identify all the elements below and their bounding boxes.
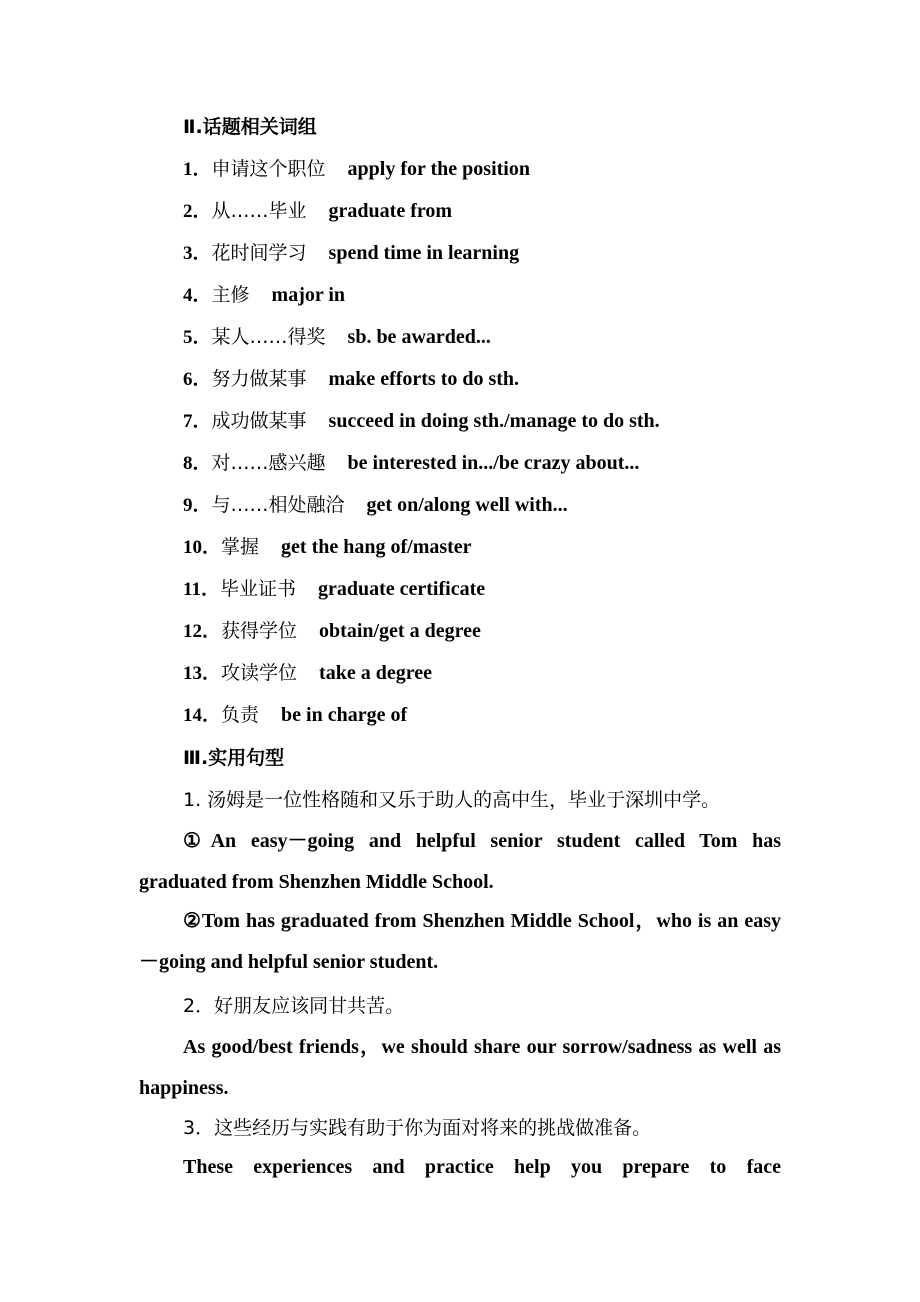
sentence-1-english-2: ②Tom has graduated from Shenzhen Middle School，who is an easy－going and helpful senior student. [139,910,781,973]
phrase-chinese: 攻读学位 [221,662,298,684]
phrase-row [183,493,781,518]
phrase-row [183,451,781,476]
phrase-row [183,199,781,224]
phrase-english: apply for the position [347,158,530,180]
phrase-chinese: 负责 [221,704,260,726]
phrase-row [183,535,781,560]
phrase-row [183,409,781,434]
phrase-english: sb. be awarded... [347,326,491,348]
phrase-row [183,703,781,728]
phrase-row [183,325,781,350]
phrase-number: 8． [183,453,212,474]
phrase-english: get on/along well with... [366,494,568,516]
phrase-chinese: 获得学位 [221,620,298,642]
phrase-row [183,241,781,266]
phrase-english: take a degree [319,662,432,684]
phrase-english: graduate certificate [317,578,486,600]
phrase-chinese: 与……相处融洽 [211,494,345,516]
sentence-1-chinese: 1. 汤姆是一位性格随和又乐于助人的高中生，毕业于深圳中学。 [183,789,721,811]
phrase-chinese: 花时间学习 [211,242,307,264]
phrase-number: 14． [183,705,222,726]
sentence-2-english: As good/best friends，we should share our sorrow/sadness as well as happiness. [139,1036,781,1099]
phrase-row [183,367,781,392]
phrase-english: major in [271,284,346,306]
phrase-chinese: 努力做某事 [211,368,307,390]
phrase-row [183,577,781,602]
phrase-row [183,283,781,308]
phrase-english: be in charge of [281,704,408,726]
phrase-row [183,661,781,686]
sentence-3-chinese: 3．这些经历与实践有助于你为面对将来的挑战做准备。 [183,1117,652,1139]
sentence-2-chinese: 2．好朋友应该同甘共苦。 [183,995,405,1017]
phrase-chinese: 成功做某事 [211,410,307,432]
phrase-english: get the hang of/master [281,536,472,558]
phrase-english: spend time in learning [328,242,520,264]
phrase-number: 13． [183,663,222,684]
phrase-number: 5． [183,327,212,348]
phrase-number: 4． [183,285,212,306]
phrase-chinese: 从……毕业 [211,200,307,222]
phrase-chinese: 掌握 [221,536,260,558]
section-2-title: Ⅱ.话题相关词组 [183,116,317,138]
phrase-number: 7． [183,411,212,432]
phrase-chinese: 对……感兴趣 [211,452,326,474]
phrase-number: 3． [183,243,212,264]
phrase-english: obtain/get a degree [319,620,481,642]
sentence-3-english: These experiences and practice help you prepare to face [183,1156,781,1178]
section-3-title: Ⅲ.实用句型 [183,747,285,769]
sentence-1-english-1: ①An easy－going and helpful senior student called Tom has graduated from Shenzhen Middle School. [139,830,781,893]
phrase-number: 6． [183,369,212,390]
phrase-number: 1． [183,159,212,180]
phrase-english: make efforts to do sth. [328,368,520,390]
phrase-number: 10． [183,537,222,558]
phrase-row [183,619,781,644]
phrase-english: succeed in doing sth./manage to do sth. [328,410,660,432]
phrase-chinese: 某人……得奖 [211,326,326,348]
phrase-chinese: 毕业证书 [219,578,296,600]
phrase-number: 12． [183,621,222,642]
phrase-row [183,157,781,182]
phrase-chinese: 申请这个职位 [211,158,326,180]
phrase-number: 2． [183,201,212,222]
phrase-number: 9． [183,495,212,516]
phrase-chinese: 主修 [211,284,250,306]
phrase-english: be interested in.../be crazy about... [347,452,640,474]
phrase-number: 11． [183,579,220,600]
phrase-english: graduate from [328,200,453,222]
